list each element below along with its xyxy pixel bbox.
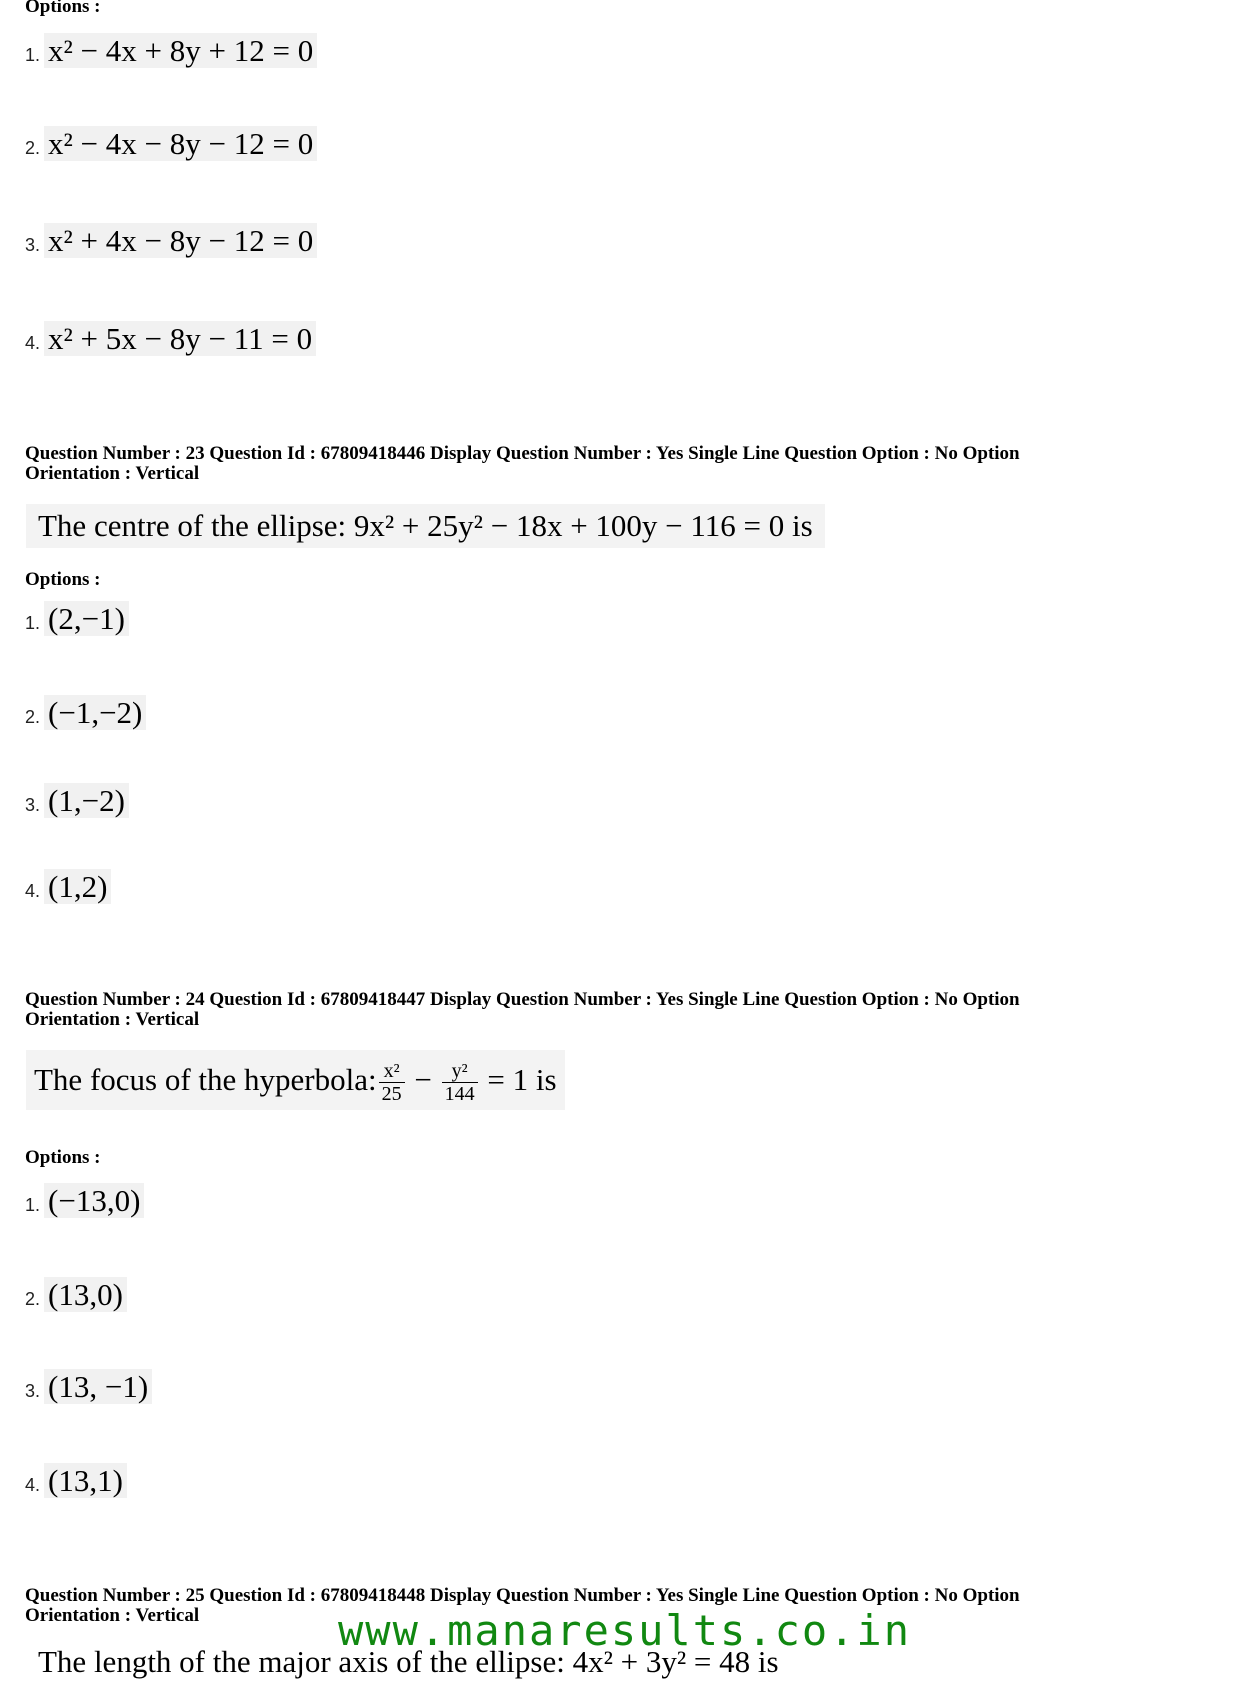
option-text: x² − 4x − 8y − 12 = 0 (44, 126, 317, 161)
fraction (442, 1060, 478, 1105)
question-header-line: Orientation : Vertical (25, 1009, 200, 1030)
option-number: 4. (25, 333, 41, 353)
question-header-line: Orientation : Vertical (25, 1605, 200, 1626)
options-label: Options : (25, 569, 101, 590)
option-number: 2. (25, 707, 41, 727)
question-text: The centre of the ellipse: 9x² + 25y² − 18x + 100y − 116 = 0 is (26, 504, 825, 548)
option-number: 1. (25, 613, 41, 633)
option-item[interactable] (25, 1366, 152, 1408)
fraction (379, 1060, 405, 1105)
question-suffix: = 1 is (487, 1062, 557, 1097)
option-text: (−1,−2) (44, 695, 146, 730)
question-header (25, 990, 1225, 1030)
option-item[interactable] (25, 692, 146, 734)
option-text: (−13,0) (44, 1183, 144, 1218)
option-number: 2. (25, 138, 41, 158)
option-item[interactable] (25, 598, 129, 640)
options-label: Options : (25, 1147, 101, 1168)
option-item[interactable] (25, 1180, 144, 1222)
option-number: 4. (25, 1475, 41, 1495)
option-item[interactable] (25, 1274, 127, 1316)
option-number: 1. (25, 1195, 41, 1215)
option-item[interactable] (25, 780, 129, 822)
option-item[interactable] (25, 866, 111, 908)
question-text: The length of the major axis of the ellipse: 4x² + 3y² = 48 is (38, 1644, 779, 1679)
minus-sign: − (414, 1062, 432, 1097)
option-item[interactable] (25, 30, 317, 72)
watermark: www.manaresults.co.in (338, 1606, 912, 1655)
option-text: (13, −1) (44, 1369, 152, 1404)
option-text: x² + 4x − 8y − 12 = 0 (44, 223, 317, 258)
option-text: x² − 4x + 8y + 12 = 0 (44, 33, 317, 68)
question-header-line: Question Number : 23 Question Id : 67809418446 Display Question Number : Yes Single Line Question Option : No Option (25, 443, 1020, 464)
option-text: (13,1) (44, 1463, 127, 1498)
fraction-numerator: y² (442, 1060, 478, 1083)
option-text: x² + 5x − 8y − 11 = 0 (44, 321, 316, 356)
fraction-numerator: x² (379, 1060, 405, 1083)
option-item[interactable] (25, 123, 317, 165)
option-text: (13,0) (44, 1277, 127, 1312)
question-header-line: Question Number : 25 Question Id : 67809418448 Display Question Number : Yes Single Line Question Option : No Option (25, 1585, 1020, 1606)
option-item[interactable] (25, 1460, 127, 1502)
option-number: 1. (25, 45, 41, 65)
option-number: 3. (25, 795, 41, 815)
option-number: 4. (25, 881, 41, 901)
option-number: 2. (25, 1289, 41, 1309)
option-number: 3. (25, 1381, 41, 1401)
fraction-denominator: 25 (381, 1083, 402, 1106)
option-item[interactable] (25, 220, 317, 262)
option-item[interactable] (25, 318, 316, 360)
fraction-denominator: 144 (444, 1083, 475, 1106)
option-text: (1,−2) (44, 783, 129, 818)
question-header-line: Question Number : 24 Question Id : 67809418447 Display Question Number : Yes Single Line Question Option : No Option (25, 989, 1020, 1010)
question-prefix: The focus of the hyperbola: (34, 1062, 377, 1097)
options-label: Options : (25, 0, 101, 17)
question-header (25, 444, 1225, 484)
option-number: 3. (25, 235, 41, 255)
question-header-line: Orientation : Vertical (25, 463, 200, 484)
option-text: (1,2) (44, 869, 111, 904)
question-text (26, 1050, 565, 1110)
option-text: (2,−1) (44, 601, 129, 636)
